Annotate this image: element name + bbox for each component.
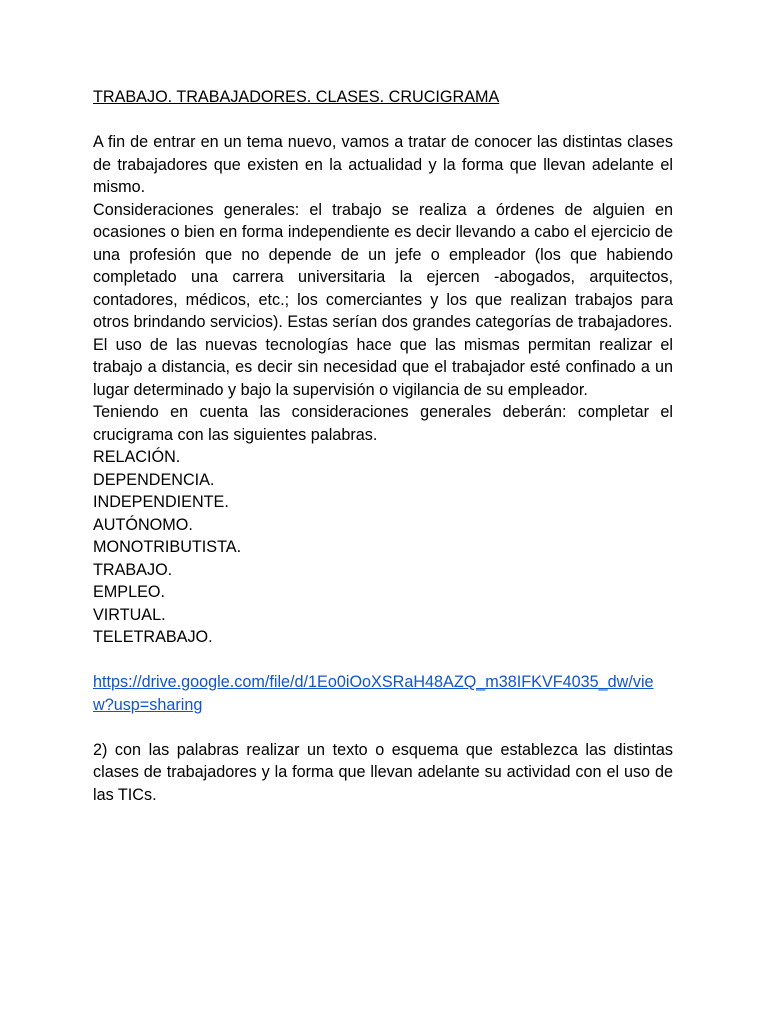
spacer — [93, 109, 673, 132]
word-item: DEPENDENCIA. — [93, 470, 215, 489]
word-item: VIRTUAL. — [93, 605, 166, 624]
document-page — [93, 86, 673, 806]
word-item: TRABAJO. — [93, 560, 173, 579]
word-item: TELETRABAJO. — [93, 628, 213, 646]
task-paragraph: Teniendo en cuenta las consideraciones generales deberán: completar el crucigrama con las siguientes palabras. — [93, 403, 673, 444]
intro-paragraph: A fin de entrar en un tema nuevo, vamos a tratar de conocer las distintas clases de trabajadores que existen en la actualidad y la forma que llevan adelante el mismo. — [93, 133, 673, 196]
crossword-link[interactable]: https://drive.google.com/file/d/1Eo0iOoXSRaH48AZQ_m38IFKVF4035_dw/view?usp=sharing — [93, 673, 654, 714]
technology-paragraph: El uso de las nuevas tecnologías hace que las mismas permitan realizar el trabajo a distancia, es decir sin necesidad que el trabajador esté confinado a un lugar determinado y bajo la supervisión o vigilancia de su empleador. — [93, 335, 673, 399]
word-item: INDEPENDIENTE. — [93, 493, 229, 511]
word-item: AUTÓNOMO. — [93, 515, 193, 534]
word-item: MONOTRIBUTISTA. — [93, 538, 242, 556]
word-item: RELACIÓN. — [93, 448, 181, 466]
word-item: EMPLEO. — [93, 583, 165, 601]
instruction-paragraph: 2) con las palabras realizar un texto o esquema que establezca las distintas clases de trabajadores y la forma que llevan adelante su actividad con el uso de las TICs. — [93, 740, 673, 804]
spacer — [93, 649, 673, 672]
considerations-paragraph: Consideraciones generales: el trabajo se realiza a órdenes de alguien en ocasiones o bien en forma independiente es decir llevando a cabo el ejercicio de una profesión que no depende de un jefe o empleador (los que habiendo completado una carrera universitaria la ejercen -abogados, arquitectos, contadores, médicos, etc.; los comerciantes y los que realizan trabajos para otros brindando servicios). Estas serían dos grandes categorías de trabajadores. — [93, 200, 673, 331]
spacer — [93, 716, 673, 739]
document-title: TRABAJO. TRABAJADORES. CLASES. CRUCIGRAMA — [93, 88, 500, 106]
crossword-word-list — [93, 446, 673, 649]
